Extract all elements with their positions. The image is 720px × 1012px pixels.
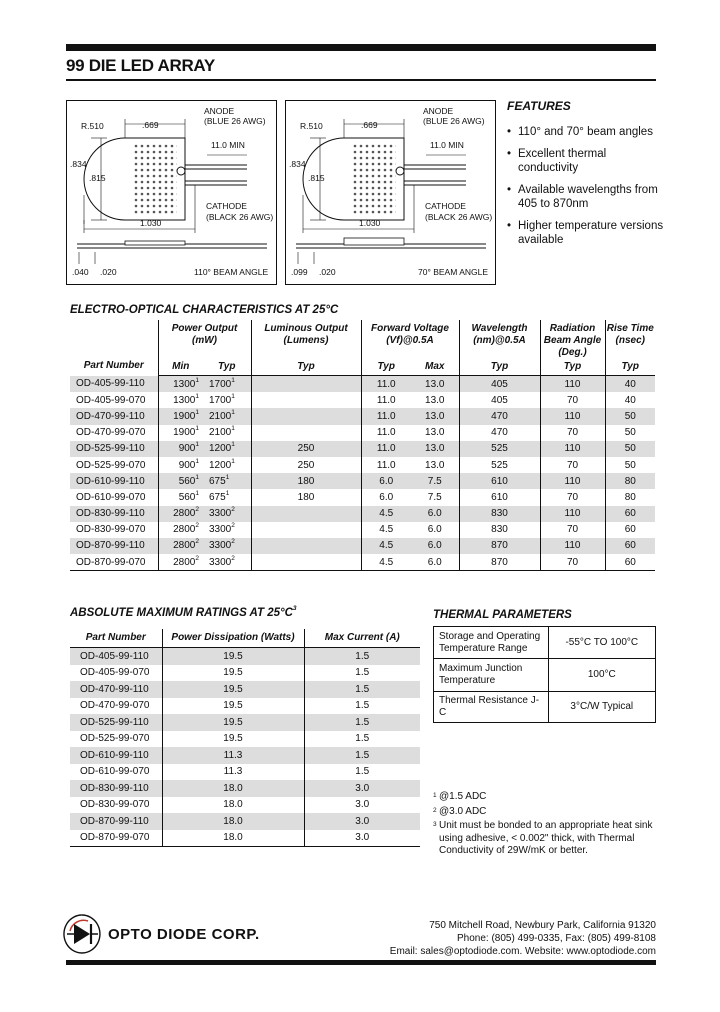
luminous-typ [251, 408, 361, 424]
eo-row [70, 376, 655, 393]
rise-time: 60 [605, 506, 655, 522]
bottom-rule [66, 960, 656, 965]
beam-angle: 110 [540, 441, 605, 457]
wavelength: 830 [459, 506, 540, 522]
max-current: 1.5 [304, 681, 420, 698]
power-min: 2800$^2$ [158, 522, 203, 538]
eo-row [70, 506, 655, 522]
part-number: OD-830-99-110 [70, 780, 162, 797]
power-typ: $675^1$ [203, 473, 251, 489]
am-table-body [70, 648, 420, 847]
page-title: 99 DIE LED ARRAY [66, 56, 215, 75]
header-part: Part Number [83, 359, 144, 371]
am-title [70, 607, 297, 619]
max-current: 3.0 [304, 797, 420, 814]
part-number: OD-470-99-070 [76, 427, 146, 439]
power-dissipation: 18.0 [162, 813, 304, 830]
part-number: OD-610-99-070 [76, 491, 146, 503]
luminous-typ: 250 [251, 457, 361, 473]
header-typ: Typ [361, 359, 411, 376]
company-logo-icon [62, 913, 102, 955]
wavelength: 470 [459, 425, 540, 441]
eo-row [70, 554, 655, 571]
am-row [70, 714, 420, 731]
lead-length-label: 11.0 MIN [211, 140, 245, 150]
footnote: 2 @3.0 ADC [433, 805, 487, 817]
luminous-typ: 180 [251, 489, 361, 505]
vf-max: 13.0 [411, 376, 459, 393]
rise-time: 80 [605, 489, 655, 505]
am-row [70, 797, 420, 814]
am-row [70, 731, 420, 748]
luminous-typ [251, 506, 361, 522]
wavelength: 525 [459, 441, 540, 457]
max-current: 1.5 [304, 665, 420, 682]
height1-label: .834 [70, 159, 87, 169]
eo-row [70, 457, 655, 473]
vf-max: 13.0 [425, 459, 445, 471]
part-number: OD-870-99-110 [70, 813, 162, 830]
height1-label: .834 [289, 159, 306, 169]
footnotes [433, 791, 658, 858]
wavelength: 610 [459, 489, 540, 505]
anode-wire-label: (BLUE 26 AWG) [204, 116, 266, 126]
vf-typ: 11.0 [361, 376, 411, 393]
anode-label: ANODE [423, 106, 454, 116]
header-luminous: Luminous Output (Lumens) [251, 320, 361, 359]
wavelength: 470 [459, 408, 540, 424]
vf-max: 6.0 [411, 554, 459, 571]
thermal-value: 100°C [548, 659, 655, 692]
power-typ: 3300$^2$ [203, 506, 251, 522]
thermal-title: THERMAL PARAMETERS [433, 609, 572, 621]
eo-row [70, 408, 655, 424]
rise-time: 80 [605, 473, 655, 489]
part-number: OD-830-99-070 [76, 524, 146, 536]
max-current: 3.0 [304, 830, 420, 847]
anode-wire-label: (BLUE 26 AWG) [423, 116, 485, 126]
power-min: 2800$^2$ [158, 554, 203, 571]
part-number: OD-610-99-110 [70, 473, 158, 489]
radius-label: R.510 [300, 121, 323, 131]
header-typ: Typ [203, 359, 251, 376]
beam-angle: 110 [540, 506, 605, 522]
web-line: Email: sales@optodiode.com. Website: www.optodiode.com [389, 945, 656, 957]
part-number: OD-830-99-070 [80, 799, 150, 811]
thermal-table [433, 626, 656, 723]
eo-title: ELECTRO-OPTICAL CHARACTERISTICS AT 25°C [70, 304, 339, 316]
part-number: OD-870-99-070 [70, 830, 162, 847]
vf-max: 13.0 [425, 394, 445, 406]
die-array [133, 144, 177, 214]
thickness2-label: .020 [319, 267, 336, 277]
vf-typ: 6.0 [361, 489, 411, 505]
part-number: OD-405-99-110 [70, 376, 158, 393]
mount-hole [177, 167, 185, 175]
eo-row [70, 489, 655, 505]
header-beam-angle: Radiation Beam Angle (Deg.) [540, 320, 605, 359]
part-number: OD-525-99-110 [70, 441, 158, 457]
feature-item: • Higher temperature versions available [505, 219, 665, 248]
power-min: $560^1$ [158, 489, 203, 505]
rise-time: 60 [605, 522, 655, 538]
length-label: 1.030 [140, 218, 162, 228]
cathode-label: CATHODE [206, 201, 247, 211]
features-list [505, 125, 665, 255]
vf-typ: 4.5 [361, 506, 411, 522]
beam-angle: 70 [540, 554, 605, 571]
am-table [70, 629, 420, 847]
title-rule [66, 79, 656, 81]
vf-max: 13.0 [411, 408, 459, 424]
beam-angle: 70 [540, 425, 605, 441]
power-typ: 3300$^2$ [203, 554, 251, 571]
feature-item: • Available wavelengths from 405 to 870nm [505, 183, 665, 212]
power-typ: $675^1$ [209, 489, 230, 503]
mount-hole [396, 167, 404, 175]
wavelength: 610 [459, 473, 540, 489]
header-power-dissipation: Power Dissipation (Watts) [162, 629, 304, 648]
outline-drawing-110-svg [67, 101, 276, 284]
luminous-typ [251, 376, 361, 393]
power-typ: 1700$^1$ [203, 376, 251, 393]
eo-table [70, 320, 655, 571]
power-min: 1300$^1$ [158, 392, 203, 408]
vf-typ: 11.0 [361, 441, 411, 457]
am-row [70, 681, 420, 698]
power-dissipation: 11.3 [162, 747, 304, 764]
power-dissipation: 19.5 [162, 681, 304, 698]
part-number: OD-470-99-110 [70, 408, 158, 424]
beam-angle: 70 [540, 489, 605, 505]
power-min: 1900$^1$ [158, 425, 203, 441]
thickness1-label: .040 [72, 267, 89, 277]
eo-row [70, 473, 655, 489]
vf-max: 7.5 [427, 491, 442, 503]
part-number: OD-405-99-110 [70, 648, 162, 665]
power-dissipation: 18.0 [162, 797, 304, 814]
beam-angle: 70 [540, 522, 605, 538]
wavelength: 405 [459, 376, 540, 393]
power-typ: 3300$^2$ [203, 538, 251, 554]
outline-drawing-110 [66, 100, 277, 285]
vf-typ: 11.0 [361, 392, 411, 408]
am-title-text: ABSOLUTE MAXIMUM RATINGS AT 25°C [70, 607, 293, 619]
vf-typ: 4.5 [361, 522, 411, 538]
vf-max: 7.5 [411, 473, 459, 489]
power-typ: 3300$^2$ [209, 522, 235, 536]
part-number: OD-525-99-070 [80, 733, 150, 745]
max-current: 1.5 [304, 648, 420, 665]
beam-angle: 110 [540, 538, 605, 554]
header-typ: Typ [459, 359, 540, 376]
luminous-typ: 250 [251, 441, 361, 457]
max-current: 3.0 [304, 813, 420, 830]
beam-angle: 70 [540, 457, 605, 473]
power-dissipation: 19.5 [162, 698, 304, 715]
wavelength: 405 [459, 392, 540, 408]
am-row [70, 698, 420, 715]
header-min: Min [158, 359, 203, 376]
power-typ: 1200$^1$ [209, 457, 235, 471]
vf-typ: 4.5 [361, 538, 411, 554]
thickness1-label: .099 [291, 267, 308, 277]
address-line: 750 Mitchell Road, Newbury Park, California 91320 [429, 920, 656, 931]
power-dissipation: 19.5 [162, 731, 304, 748]
width-label: .669 [142, 120, 159, 130]
thermal-label: Thermal Resistance J-C [434, 692, 549, 723]
company-address [390, 920, 656, 958]
header-typ: Typ [605, 359, 655, 376]
part-number: OD-870-99-110 [70, 538, 158, 554]
footnote: 3 Unit must be bonded to an appropriate heat sink using adhesive, < 0.002" thick, with Thermal Conductivity of 29W/mK or better. [433, 820, 653, 856]
rise-time: 50 [605, 457, 655, 473]
max-current: 3.0 [304, 780, 420, 797]
power-min: 2800$^2$ [158, 538, 203, 554]
power-min: $900^1$ [158, 441, 203, 457]
part-number: OD-610-99-070 [80, 766, 150, 778]
vf-typ: 6.0 [361, 473, 411, 489]
luminous-typ [251, 392, 361, 408]
beam-angle-label: 70° BEAM ANGLE [418, 267, 489, 277]
power-min: $900^1$ [158, 457, 203, 473]
length-label: 1.030 [359, 218, 381, 228]
thermal-value: 3°C/W Typical [548, 692, 655, 723]
wavelength: 870 [459, 538, 540, 554]
am-row [70, 764, 420, 781]
beam-angle: 110 [540, 376, 605, 393]
header-wavelength: Wavelength (nm)@0.5A [459, 320, 540, 359]
am-row [70, 780, 420, 797]
thickness2-label: .020 [100, 267, 117, 277]
eo-row [70, 392, 655, 408]
am-row [70, 747, 420, 764]
power-typ: 2100$^1$ [209, 425, 235, 439]
outline-drawing-70 [285, 100, 496, 285]
am-row [70, 648, 420, 665]
header-max: Max [411, 359, 459, 376]
part-number: OD-470-99-110 [70, 681, 162, 698]
beam-angle-label: 110° BEAM ANGLE [194, 267, 269, 277]
luminous-typ: 180 [251, 473, 361, 489]
am-row [70, 665, 420, 682]
power-min: 2800$^2$ [158, 506, 203, 522]
power-dissipation: 19.5 [162, 714, 304, 731]
power-min: $560^1$ [158, 473, 203, 489]
vf-typ: 11.0 [361, 425, 411, 441]
radius-label: R.510 [81, 121, 104, 131]
luminous-typ [251, 554, 361, 571]
thermal-value: -55°C TO 100°C [548, 627, 655, 659]
power-dissipation: 19.5 [162, 648, 304, 665]
vf-max: 13.0 [411, 441, 459, 457]
am-row [70, 813, 420, 830]
beam-angle: 110 [540, 408, 605, 424]
feature-item: • Excellent thermal conductivity [505, 147, 665, 176]
wavelength: 870 [459, 554, 540, 571]
eo-row [70, 425, 655, 441]
die-array [352, 144, 396, 214]
eo-row [70, 522, 655, 538]
width-label: .669 [361, 120, 378, 130]
rise-time: 60 [605, 538, 655, 554]
header-typ: Typ [540, 359, 605, 376]
am-title-sup: 3 [292, 605, 297, 612]
part-number: OD-525-99-110 [70, 714, 162, 731]
wavelength: 830 [459, 522, 540, 538]
power-min: 1300$^1$ [158, 376, 203, 393]
power-dissipation: 18.0 [162, 830, 304, 847]
phone-line: Phone: (805) 499-0335, Fax: (805) 499-8108 [456, 932, 656, 944]
power-typ: 1700$^1$ [209, 392, 235, 406]
feature-item: • 110° and 70° beam angles [505, 125, 665, 140]
part-number: OD-870-99-070 [70, 554, 158, 571]
luminous-typ [251, 538, 361, 554]
anode-label: ANODE [204, 106, 235, 116]
header-part: Part Number [70, 629, 162, 648]
luminous-typ [251, 522, 361, 538]
part-number: OD-405-99-070 [80, 667, 150, 679]
rise-time: 60 [605, 554, 655, 571]
rise-time: 40 [605, 392, 655, 408]
eo-row [70, 538, 655, 554]
vf-typ: 11.0 [361, 457, 411, 473]
part-number: OD-610-99-110 [70, 747, 162, 764]
header-max-current: Max Current (A) [304, 629, 420, 648]
lead-length-label: 11.0 MIN [430, 140, 464, 150]
max-current: 1.5 [304, 764, 420, 781]
outline-drawing-70-svg [286, 101, 495, 284]
vf-typ: 4.5 [361, 554, 411, 571]
cathode-label: CATHODE [425, 201, 466, 211]
am-row [70, 830, 420, 847]
rise-time: 40 [605, 376, 655, 393]
header-typ: Typ [251, 359, 361, 376]
header-rise-time: Rise Time (nsec) [605, 320, 655, 359]
eo-table-body [70, 376, 655, 571]
beam-angle: 110 [540, 473, 605, 489]
part-number: OD-830-99-110 [70, 506, 158, 522]
max-current: 1.5 [304, 747, 420, 764]
vf-max: 13.0 [425, 427, 445, 439]
part-number: OD-405-99-070 [76, 394, 146, 406]
max-current: 1.5 [304, 714, 420, 731]
cathode-wire-label: (BLACK 26 AWG) [206, 212, 274, 222]
power-dissipation: 18.0 [162, 780, 304, 797]
footnote: 1 @1.5 ADC [433, 791, 487, 802]
thermal-label: Storage and Operating Temperature Range [434, 627, 549, 659]
power-dissipation: 19.5 [162, 665, 304, 682]
height2-label: .815 [89, 173, 106, 183]
max-current: 1.5 [304, 698, 420, 715]
power-typ: 1200$^1$ [203, 441, 251, 457]
thermal-label: Maximum Junction Temperature [434, 659, 549, 692]
rise-time: 50 [605, 441, 655, 457]
max-current: 1.5 [304, 731, 420, 748]
header-forward-voltage: Forward Voltage (Vf)@0.5A [361, 320, 459, 359]
beam-angle: 70 [540, 392, 605, 408]
vf-max: 6.0 [411, 538, 459, 554]
power-dissipation: 11.3 [162, 764, 304, 781]
eo-row [70, 441, 655, 457]
top-rule [66, 44, 656, 51]
power-min: 1900$^1$ [158, 408, 203, 424]
header-power: Power Output (mW) [158, 320, 251, 359]
cathode-wire-label: (BLACK 26 AWG) [425, 212, 493, 222]
rise-time: 50 [605, 425, 655, 441]
vf-max: 6.0 [411, 506, 459, 522]
wavelength: 525 [459, 457, 540, 473]
features-title: FEATURES [507, 99, 571, 113]
company-name: OPTO DIODE CORP. [108, 926, 260, 943]
height2-label: .815 [308, 173, 325, 183]
part-number: OD-525-99-070 [76, 459, 146, 471]
part-number: OD-470-99-070 [80, 700, 150, 712]
power-typ: 2100$^1$ [203, 408, 251, 424]
vf-typ: 11.0 [361, 408, 411, 424]
luminous-typ [251, 425, 361, 441]
rise-time: 50 [605, 408, 655, 424]
vf-max: 6.0 [427, 524, 442, 536]
